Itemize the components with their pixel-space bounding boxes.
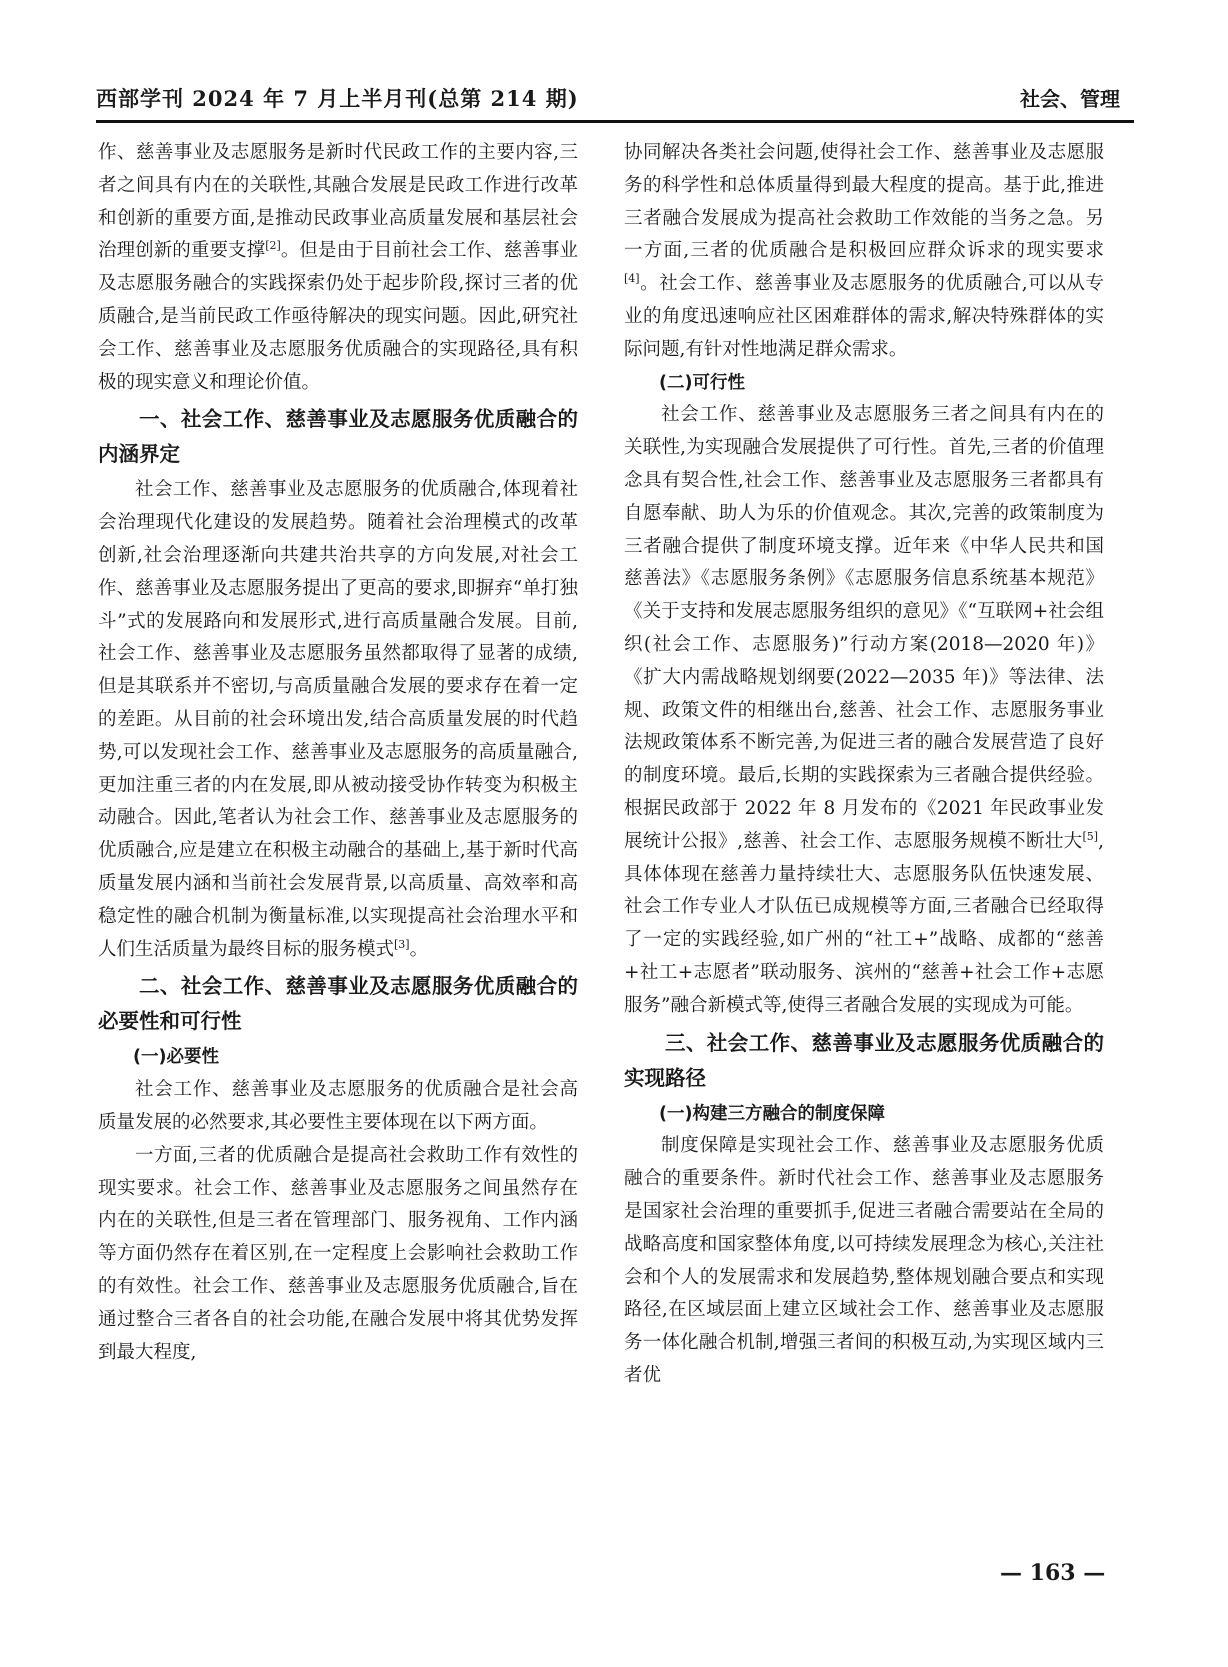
subsection-heading: (一)必要性 [133, 1047, 219, 1068]
paragraph-text: ,具体体现在慈善力量持续壮大、志愿服务队伍快速发展、社会工作专业人才队伍已成规模等方面,三者融合已经取得了一定的实践经验,如广州的“社工+”战略、成都的“慈善+社工+志愿者”联动服务、滨州的“慈善+社会工作+志愿服务”融合新模式等,使得三者融合发展的实现成为可能。 [624, 830, 1104, 1016]
running-header [96, 82, 1134, 116]
section-heading: 一、社会工作、慈善事业及志愿服务优质融合的内涵界定 [98, 407, 578, 467]
right-column [624, 137, 1104, 1537]
section-heading: 二、社会工作、慈善事业及志愿服务优质融合的必要性和可行性 [98, 974, 578, 1034]
paragraph: 社会工作、慈善事业及志愿服务的优质融合是社会高质量发展的必然要求,其必要性主要体现在以下两方面。 [98, 1079, 578, 1133]
paragraph-text: 。但是由于目前社会工作、慈善事业及志愿服务融合的实践探索仍处于起步阶段,探讨三者的优质融合,是当前民政工作亟待解决的现实问题。因此,研究社会工作、慈善事业及志愿服务优质融合的实现路径,具有积极的现实意义和理论价值。 [98, 240, 578, 393]
citation: [4] [624, 272, 640, 286]
left-column [98, 137, 578, 1537]
paragraph [624, 399, 1104, 1022]
paragraph-text: 社会工作、慈善事业及志愿服务三者之间具有内在的关联性,为实现融合发展提供了可行性。首先,三者的价值理念具有契合性,社会工作、慈善事业及志愿服务三者都具有自愿奉献、助人为乐的价值观念。其次,完善的政策制度为三者融合提供了制度环境支撑。近年来《中华人民共和国慈善法》《志愿服务条例》《志愿服务信息系统基本规范》《关于支持和发展志愿服务组织的意见》《“互联网+社会组织(社会工作、志愿服务)”行动方案(2018—2020 年)》《扩大内需战略规划纲要(2022—2035 年)》等法律、法规、政策文件的相继出台,慈善、社会工作、志愿服务事业法规政策体系不断完善,为促进三者的融合发展营造了良好的制度环境。最后,长期的实践探索为三者融合提供经验。根据民政部于 2022 年 8 月发布的《2021 年民政事业发展统计公报》,慈善、社会工作、志愿服务规模不断壮大 [624, 404, 1104, 852]
subsection-heading: (一)构建三方融合的制度保障 [659, 1103, 885, 1124]
paragraph [624, 137, 1104, 367]
subsection-heading: (二)可行性 [659, 372, 745, 393]
paragraph-text: 社会工作、慈善事业及志愿服务的优质融合,体现着社会治理现代化建设的发展趋势。随着社会治理模式的改革创新,社会治理逐渐向共建共治共享的方向发展,对社会工作、慈善事业及志愿服务提出了更高的要求,即摒弃“单打独斗”式的发展路向和发展形式,进行高质量融合发展。目前,社会工作、慈善事业及志愿服务虽然都取得了显著的成绩,但是其联系并不密切,与高质量融合发展的要求存在着一定的差距。从目前的社会环境出发,结合高质量发展的时代趋势,可以发现社会工作、慈善事业及志愿服务的高质量融合,更加注重三者的内在发展,即从被动接受协作转变为积极主动融合。因此,笔者认为社会工作、慈善事业及志愿服务的优质融合,应是建立在积极主动融合的基础上,基于新时代高质量发展内涵和当前社会发展背景,以高质量、高效率和高稳定性的融合机制为衡量标准,以实现提高社会治理水平和人们生活质量为最终目标的服务模式 [98, 479, 578, 960]
paragraph-text: 。社会工作、慈善事业及志愿服务的优质融合,可以从专业的角度迅速响应社区困难群体的需求,解决特殊群体的实际问题,有针对性地满足群众需求。 [624, 273, 1104, 360]
paragraph-text: 协同解决各类社会问题,使得社会工作、慈善事业及志愿服务的科学性和总体质量得到最大程度的提高。基于此,推进三者融合发展成为提高社会救助工作效能的当务之急。另一方面,三者的优质融合是积极回应群众诉求的现实要求 [624, 142, 1104, 262]
citation: [3] [394, 937, 410, 951]
header-rule [96, 120, 1134, 123]
page-number: — 163 — [1000, 1560, 1106, 1586]
citation: [5] [1082, 829, 1099, 843]
paragraph-text: 作、慈善事业及志愿服务是新时代民政工作的主要内容,三者之间具有内在的关联性,其融合发展是民政工作进行改革和创新的重要方面,是推动民政事业高质量发展和基层社会治理创新的重要支撑 [98, 142, 578, 262]
paragraph-text: 。 [409, 938, 429, 960]
journal-title: 西部学刊 2024 年 7 月上半月刊(总第 214 期) [96, 86, 579, 111]
paragraph [98, 474, 578, 966]
paragraph: 一方面,三者的优质融合是提高社会救助工作有效性的现实要求。社会工作、慈善事业及志愿服务之间虽然存在内在的关联性,但是三者在管理部门、服务视角、工作内涵等方面仍然存在着区别,在一定程度上会影响社会救助工作的有效性。社会工作、慈善事业及志愿服务优质融合,旨在通过整合三者各自的社会功能,在融合发展中将其优势发挥到最大程度, [98, 1144, 578, 1363]
paragraph: 制度保障是实现社会工作、慈善事业及志愿服务优质融合的重要条件。新时代社会工作、慈善事业及志愿服务是国家社会治理的重要抓手,促进三者融合需要站在全局的战略高度和国家整体角度,以可持续发展理念为核心,关注社会和个人的发展需求和发展趋势,整体规划融合要点和实现路径,在区域层面上建立区域社会工作、慈善事业及志愿服务一体化融合机制,增强三者间的积极互动,为实现区域内三者优 [624, 1135, 1104, 1386]
section-heading: 三、社会工作、慈善事业及志愿服务优质融合的实现路径 [624, 1030, 1104, 1090]
paragraph [98, 137, 578, 399]
citation: [2] [265, 239, 281, 253]
section-name: 社会、管理 [1020, 87, 1120, 111]
